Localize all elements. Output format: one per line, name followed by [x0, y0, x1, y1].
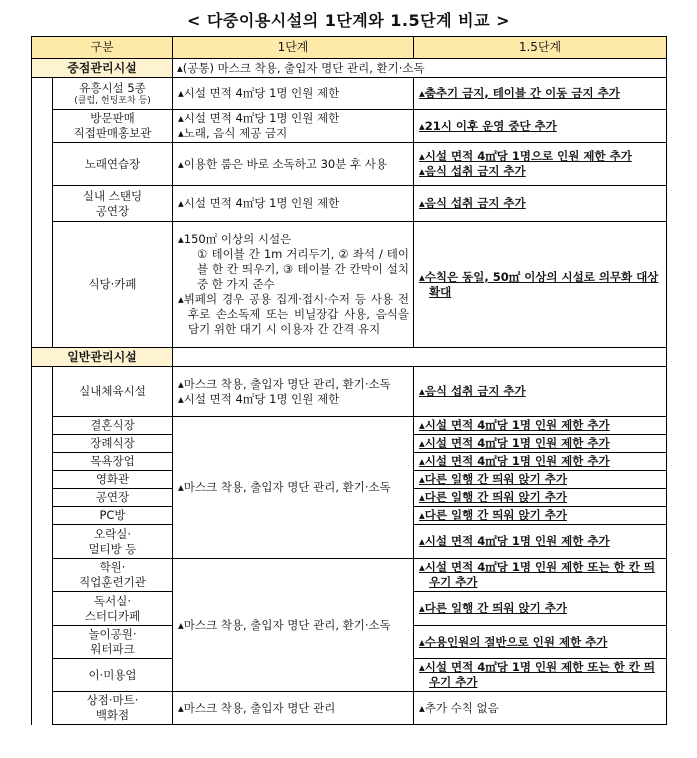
rule-text: ▴이용한 룸은 바로 소독하고 30분 후 사용 [178, 156, 387, 171]
rule-text: ▴마스크 착용, 출입자 명단 관리, 환기·소독 [178, 480, 391, 494]
rule-text: ▴추가 수칙 없음 [419, 700, 499, 715]
rule-text: ▴21시 이후 운영 중단 추가 [419, 118, 557, 133]
stage1-rule [173, 110, 414, 143]
stage1-rule-shared [173, 559, 414, 692]
rule-text: ▴마스크 착용, 출입자 명단 관리, 환기·소독 [178, 376, 391, 391]
rule-text: ▴다른 일행 간 띄워 앉기 추가 [419, 490, 567, 504]
facility-name: 영화관 [53, 471, 173, 489]
facility-name-text: 독서실· [94, 593, 131, 608]
section-row-general [32, 348, 667, 367]
rule-text: ▴마스크 착용, 출입자 명단 관리 [178, 700, 336, 715]
stage15-rule [414, 692, 667, 725]
rule-text: ▴시설 면적 4㎡당 1명 인원 제한 [178, 86, 340, 100]
facility-name: PC방 [53, 507, 173, 525]
rule-text: ▴수칙은 동일, 50㎡ 이상의 시설로 의무화 대상 확대 [419, 269, 659, 299]
table-row [32, 110, 667, 143]
section-common-rule: ▴(공통) 마스크 착용, 출입자 명단 관리, 환기·소독 [173, 59, 667, 78]
facility-name-text: 공연장 [95, 203, 130, 218]
facility-name-text: 상점·마트· [86, 693, 139, 707]
facility-name-text: 직업훈련기관 [79, 575, 146, 589]
facility-name [53, 78, 173, 110]
facility-name-text: 학원· [99, 560, 126, 574]
table-row [32, 78, 667, 110]
facility-name-sub: (클럽, 헌팅포차 등) [74, 95, 151, 106]
header-stage15: 1.5단계 [414, 37, 667, 59]
stage1-rule [173, 222, 414, 348]
facility-name: 목욕장업 [53, 453, 173, 471]
facility-name: 실내체육시설 [53, 367, 173, 417]
rule-text: ▴수용인원의 절반으로 인원 제한 추가 [419, 634, 608, 649]
rule-text: ▴시설 면적 4㎡당 1명 인원 제한 또는 한 칸 띄우기 추가 [419, 560, 655, 589]
facility-name: 결혼식장 [53, 417, 173, 435]
section-blank [173, 348, 667, 367]
rule-text: ▴다른 일행 간 띄워 앉기 추가 [419, 472, 567, 486]
stage15-rule [414, 186, 667, 222]
stage15-rule [414, 417, 667, 435]
rule-text: ▴시설 면적 4㎡당 1명 인원 제한 추가 [419, 436, 610, 450]
stage15-rule [414, 559, 667, 592]
rule-text: ▴노래, 음식 제공 금지 [178, 126, 288, 140]
rule-text: ▴뷔페의 경우 공용 집게·접시·수저 등 사용 전후로 손소독제 또는 비닐장갑 사용, 음식을 담기 위한 대기 시 이용자 간 간격 유지 [178, 292, 409, 336]
table-header-row [32, 37, 667, 59]
stage15-rule [414, 435, 667, 453]
facility-name [53, 110, 173, 143]
stage1-rule [173, 143, 414, 186]
facility-name-text: 실내 스탠딩 [82, 188, 143, 203]
stage1-rule [173, 367, 414, 417]
facility-name: 이·미용업 [53, 659, 173, 692]
table-row [32, 186, 667, 222]
rule-text: ▴음식 섭취 금지 추가 [419, 196, 526, 210]
facility-name-text: 방문판매 [90, 111, 135, 125]
stage15-rule [414, 489, 667, 507]
facility-name [53, 626, 173, 659]
stage15-rule [414, 453, 667, 471]
rule-text: ▴시설 면적 4㎡당 1명 인원 제한 추가 [419, 534, 610, 548]
page-title: < 다중이용시설의 1단계와 1.5단계 비교 > [186, 11, 511, 30]
stage15-rule [414, 367, 667, 417]
facility-name-text: 유흥시설 5종 [79, 80, 146, 95]
facility-name-text: 멀티방 등 [88, 541, 137, 556]
header-stage1: 1단계 [173, 37, 414, 59]
stage15-rule [414, 222, 667, 348]
rule-text: ▴춤추기 금지, 테이블 간 이동 금지 추가 [419, 86, 620, 100]
facility-name [53, 186, 173, 222]
table-row [32, 417, 667, 435]
section-row-focus [32, 59, 667, 78]
stage15-rule [414, 592, 667, 626]
rule-text: ▴시설 면적 4㎡당 1명 인원 제한 [178, 391, 340, 406]
rule-text: ▴시설 면적 4㎡당 1명 인원 제한 또는 한 칸 띄우기 추가 [419, 660, 655, 689]
rule-text: ▴마스크 착용, 출입자 명단 관리, 환기·소독 [178, 617, 391, 632]
facility-name-text: 워터파크 [90, 642, 135, 656]
stage1-rule [173, 78, 414, 110]
rule-text: ▴시설 면적 4㎡당 1명 인원 제한 추가 [419, 454, 610, 468]
rule-text: ▴시설 면적 4㎡당 1명 인원 제한 추가 [419, 418, 610, 432]
stage15-rule [414, 143, 667, 186]
table-row [32, 143, 667, 186]
facility-name-text: 놀이공원· [88, 627, 137, 641]
facility-name-text: 백화점 [95, 708, 130, 722]
rule-text: ▴시설 면적 4㎡당 1명 인원 제한 [178, 111, 340, 125]
facility-name: 공연장 [53, 489, 173, 507]
rule-text: ▴시설 면적 4㎡당 1명으로 인원 제한 추가 [419, 149, 632, 163]
table-row [32, 222, 667, 348]
facility-name-text: 스터디카페 [84, 608, 141, 623]
rule-text: ▴음식 섭취 금지 추가 [419, 164, 526, 178]
facility-name [53, 592, 173, 626]
table-row [32, 367, 667, 417]
facility-name-text: 오락실· [94, 526, 131, 541]
rule-text: ▴음식 섭취 금지 추가 [419, 384, 526, 398]
stage15-rule [414, 525, 667, 559]
indent-cell [32, 367, 53, 725]
facility-name [53, 525, 173, 559]
header-category: 구분 [32, 37, 173, 59]
stage15-rule [414, 471, 667, 489]
stage1-rule [173, 692, 414, 725]
stage15-rule [414, 110, 667, 143]
table-row [32, 559, 667, 592]
section-label-focus: 중점관리시설 [32, 59, 173, 78]
stage1-rule [173, 186, 414, 222]
facility-name [53, 559, 173, 592]
stage15-rule [414, 507, 667, 525]
facility-name [53, 692, 173, 725]
rule-text: ▴다른 일행 간 띄워 앉기 추가 [419, 508, 567, 522]
facility-name: 장례식장 [53, 435, 173, 453]
stage15-rule [414, 626, 667, 659]
comparison-table [31, 36, 667, 725]
facility-name: 노래연습장 [53, 143, 173, 186]
stage15-rule [414, 659, 667, 692]
facility-name-text: 직접판매홍보관 [73, 126, 152, 140]
stage15-rule [414, 78, 667, 110]
table-row [32, 692, 667, 725]
facility-name: 식당·카페 [53, 222, 173, 348]
stage1-rule-shared [173, 417, 414, 559]
section-label-general: 일반관리시설 [32, 348, 173, 367]
indent-cell [32, 78, 53, 348]
rule-text: ▴시설 면적 4㎡당 1명 인원 제한 [178, 196, 340, 210]
rule-text: ▴다른 일행 간 띄워 앉기 추가 [419, 601, 567, 615]
rule-text: ▴150㎡ 이상의 시설은 [178, 232, 292, 246]
rule-text: ① 테이블 간 1m 거리두기, ② 좌석 / 테이블 한 칸 띄우기, ③ 테이블 간 칸막이 설치 중 한 가지 준수 [197, 247, 409, 291]
